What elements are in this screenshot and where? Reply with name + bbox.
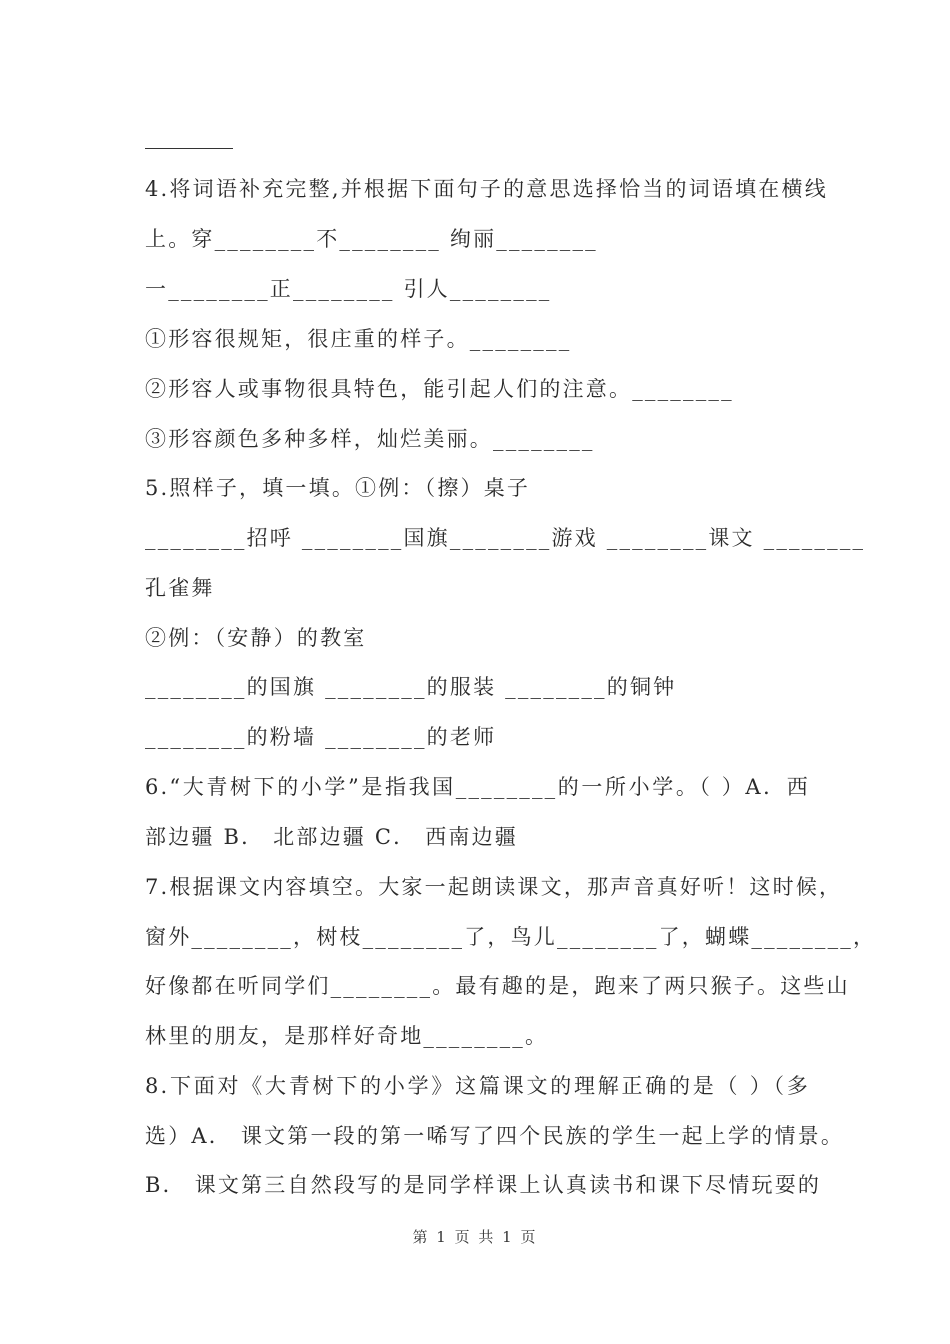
q4-line-3: 一________正________ 引人________ xyxy=(145,277,552,301)
q6-line-1: 6.“大青树下的小学”是指我国________的一所小学。（ ）A．西 xyxy=(145,775,810,799)
q5-line-2: ________招呼 ________国旗________游戏 ________课文 ________ xyxy=(145,526,866,550)
q5-line-4: ②例：（安静）的教室 xyxy=(145,626,367,650)
q5-line-6: ________的粉墙 ________的老师 xyxy=(145,725,497,749)
q7-line-4: 林里的朋友，是那样好奇地________。 xyxy=(145,1024,549,1048)
q4-line-4: ①形容很规矩，很庄重的样子。________ xyxy=(145,327,572,351)
q4-line-1: 4.将词语补充完整,并根据下面句子的意思选择恰当的词语填在横线 xyxy=(145,177,828,201)
q5-line-1: 5.照样子，填一填。①例：（擦）桌子 xyxy=(145,476,531,500)
page-footer: 第 1 页 共 1 页 xyxy=(412,1228,538,1246)
q4-line-6: ③形容颜色多种多样，灿烂美丽。________ xyxy=(145,427,595,451)
q8-line-2: 选）A． 课文第一段的第一唏写了四个民族的学生一起上学的情景。 xyxy=(145,1124,845,1148)
q6-line-2: 部边疆 B． 北部边疆 C． 西南边疆 xyxy=(145,825,518,849)
q5-line-3: 孔雀舞 xyxy=(145,576,215,600)
q8-line-3: B． 课文第三自然段写的是同学样课上认真读书和课下尽情玩耍的 xyxy=(145,1173,822,1197)
q4-line-5: ②形容人或事物很具特色，能引起人们的注意。________ xyxy=(145,377,734,401)
answer-blank-line xyxy=(145,148,233,149)
q5-line-5: ________的国旗 ________的服装 ________的铜钟 xyxy=(145,675,677,699)
q7-line-2: 窗外________，树枝________了，鸟儿________了，蝴蝶________， xyxy=(145,925,877,949)
q7-line-3: 好像都在听同学们________。最有趣的是，跑来了两只猴子。这些山 xyxy=(145,974,850,998)
q4-line-2: 上。穿________不________ 绚丽________ xyxy=(145,227,598,251)
q7-line-1: 7.根据课文内容填空。大家一起朗读课文，那声音真好听！这时候， xyxy=(145,875,843,899)
q8-line-1: 8.下面对《大青树下的小学》这篇课文的理解正确的是（ ）（多 xyxy=(145,1074,810,1098)
